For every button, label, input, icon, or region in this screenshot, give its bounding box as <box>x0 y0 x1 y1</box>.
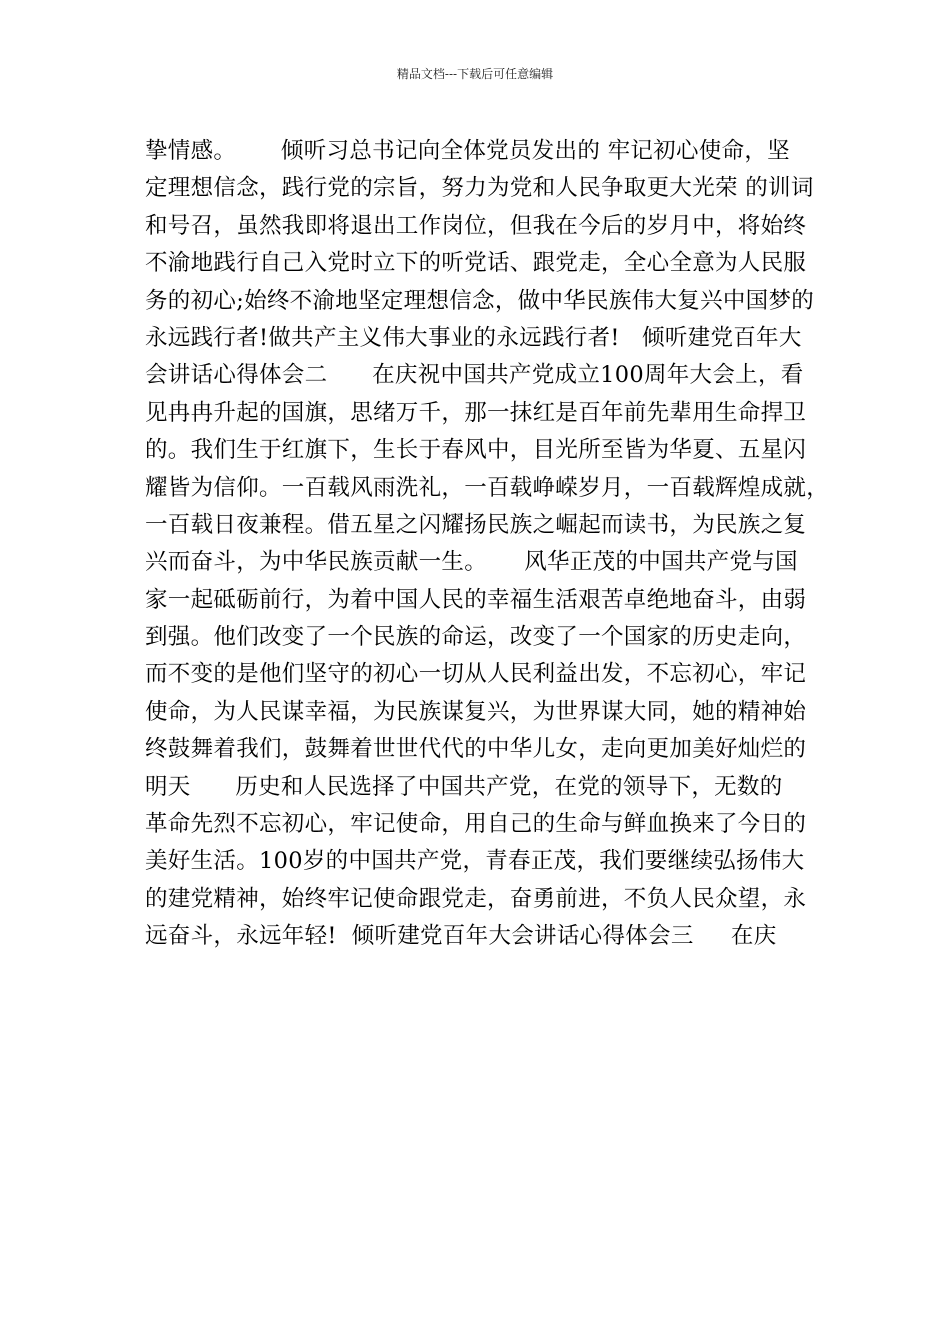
text-line: 和号召，虽然我即将退出工作岗位，但我在今后的岁月中，将始终 <box>145 212 807 239</box>
text-line: 一百载日夜兼程。借五星之闪耀扬民族之崛起而读书，为民族之复 <box>145 511 807 538</box>
text-line: 美好生活。100岁的中国共产党，青春正茂，我们要继续弘扬伟大 <box>145 848 805 875</box>
text-line: 的。我们生于红旗下，生长于春风中，目光所至皆为华夏、五星闪 <box>145 437 807 464</box>
text-line: 会讲话心得体会二 在庆祝中国共产党成立100周年大会上，看 <box>145 362 804 389</box>
text-line: 而不变的是他们坚守的初心一切从人民利益出发，不忘初心，牢记 <box>145 661 807 688</box>
document-body <box>145 133 830 956</box>
text-line: 终鼓舞着我们，鼓舞着世世代代的中华儿女，走向更加美好灿烂的 <box>145 736 807 763</box>
text-line: 耀皆为信仰。一百载风雨洗礼，一百载峥嵘岁月，一百载辉煌成就， <box>145 474 830 501</box>
text-line: 挚情感。 倾听习总书记向全体党员发出的 牢记初心使命，坚 <box>145 138 790 164</box>
text-line: 兴而奋斗，为中华民族贡献一生。 风华正茂的中国共产党与国 <box>145 549 798 576</box>
page-header: 精品文档---下载后可任意编辑 <box>396 67 554 81</box>
text-line: 务的初心;始终不渝地坚定理想信念，做中华民族伟大复兴中国梦的 <box>145 287 815 314</box>
text-line: 到强。他们改变了一个民族的命运，改变了一个国家的历史走向， <box>145 624 807 651</box>
text-line: 革命先烈不忘初心，牢记使命，用自己的生命与鲜血换来了今日的 <box>145 811 807 838</box>
text-line: 不渝地践行自己入党时立下的听党话、跟党走，全心全意为人民服 <box>145 250 807 277</box>
text-line: 远奋斗，永远年轻! 倾听建党百年大会讲话心得体会三 在庆 <box>145 923 777 950</box>
text-line: 明天 历史和人民选择了中国共产党，在党的领导下，无数的 <box>145 773 783 800</box>
text-line: 使命，为人民谋幸福，为民族谋复兴，为世界谋大同，她的精神始 <box>145 698 807 725</box>
text-line: 定理想信念，践行党的宗旨，努力为党和人民争取更大光荣 的训词 <box>145 175 814 202</box>
text-line: 的建党精神，始终牢记使命跟党走，奋勇前进，不负人民众望，永 <box>145 885 807 912</box>
text-line: 家一起砥砺前行，为着中国人民的幸福生活艰苦卓绝地奋斗，由弱 <box>145 586 807 613</box>
text-line: 永远践行者!做共产主义伟大事业的永远践行者! 倾听建党百年大 <box>145 324 802 351</box>
text-line: 见冉冉升起的国旗，思绪万千，那一抹红是百年前先辈用生命捍卫 <box>145 399 807 426</box>
